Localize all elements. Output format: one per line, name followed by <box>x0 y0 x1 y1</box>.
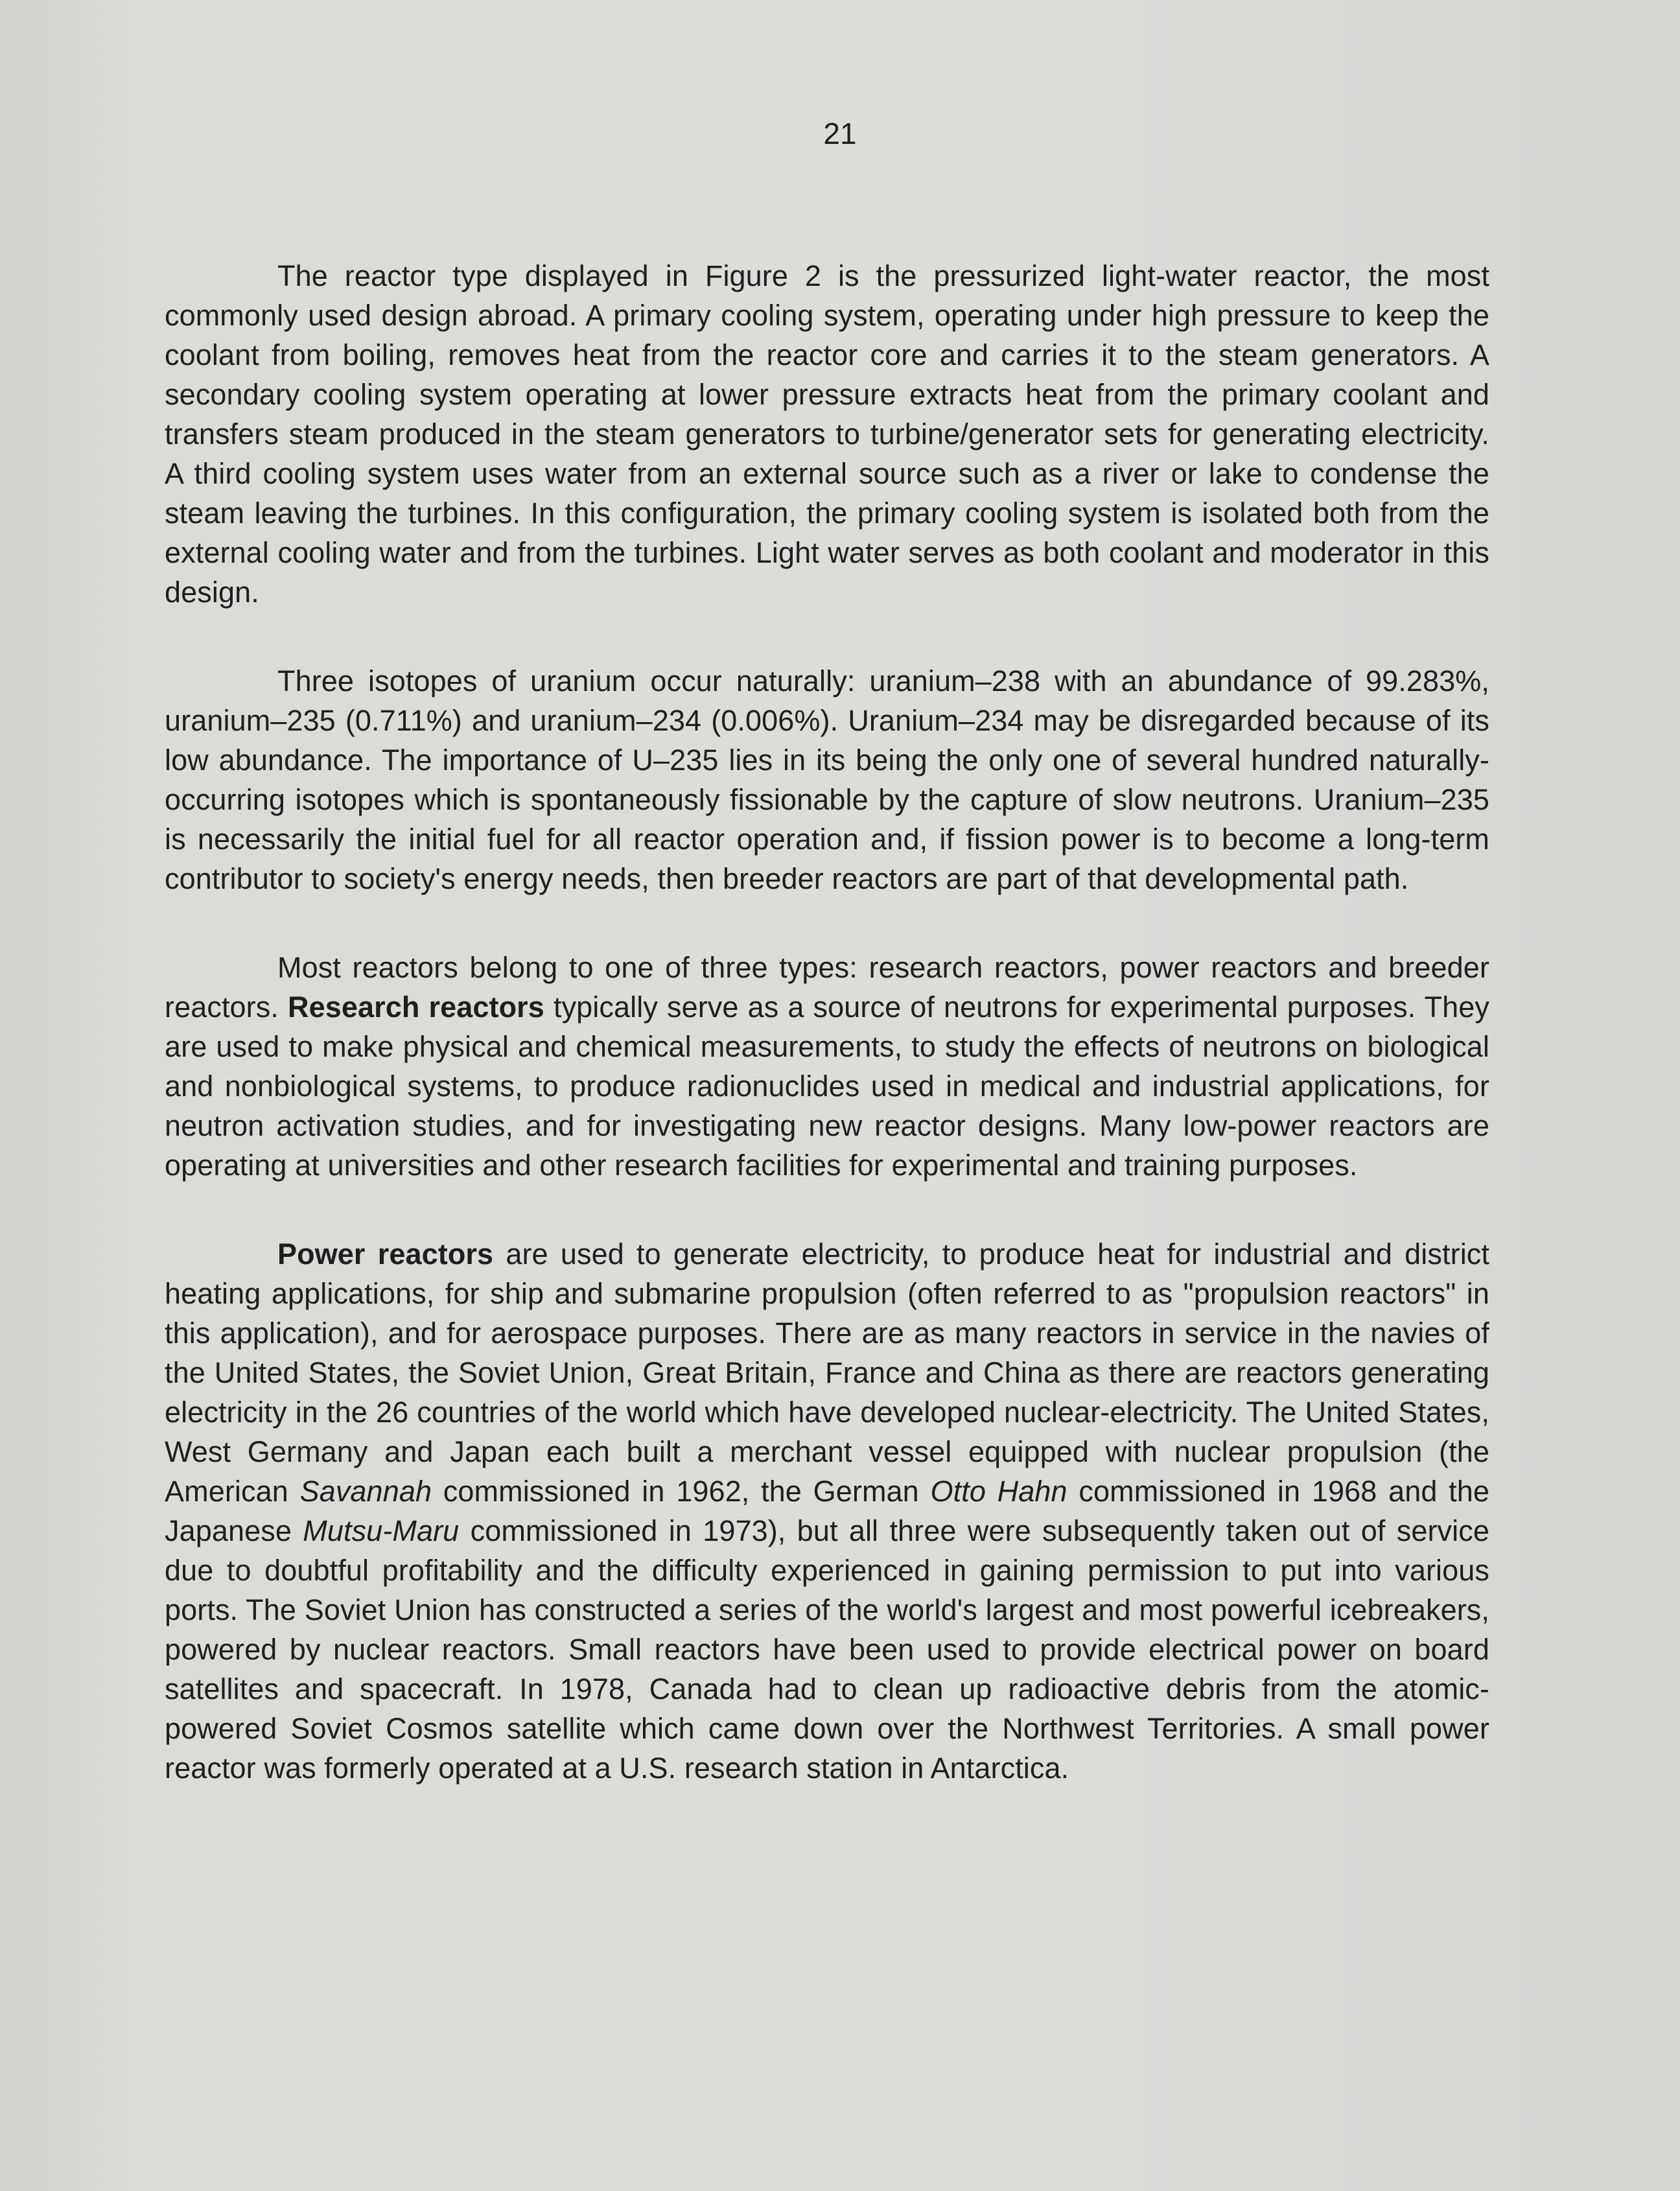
paragraph-uranium-isotopes: Three isotopes of uranium occur naturally: uranium–238 with an abundance of 99.283%, uranium–235 (0.711%) and uranium–234 (0.006%). Uranium–234 may be disregarded because of its low abundance. The importance of U–235 lies in its being the only one of several hundred naturally-occurring isotopes which is spontaneously fissionable by the capture of slow neutrons. Uranium–235 is necessarily the initial fuel for all reactor operation and, if fission power is to become a long-term contributor to society's energy needs, then breeder reactors are part of that developmental path. <box>165 664 1489 895</box>
text-span: commissioned in 1973), but all three were subsequently taken out of service due to doubtful profitability and the difficulty experienced in gaining permission to put into various ports. The Soviet Union has constructed a series of the world's largest and most powerful icebreakers, powered by nuclear reactors. Small reactors have been used to provide electrical power on board satellites and spacecraft. In 1978, Canada had to clean up radioactive debris from the atomic-powered Soviet Cosmos satellite which came down over the Northwest Territories. A small power reactor was formerly operated at a U.S. research station in Antarctica. <box>165 1514 1489 1785</box>
ship-name: Savannah <box>299 1475 432 1508</box>
paragraph-power-reactors <box>165 1234 1489 1788</box>
term-power-reactors: Power reactors <box>277 1237 494 1271</box>
paragraph-pressurized-reactor: The reactor type displayed in Figure 2 is the pressurized light-water reactor, the most commonly used design abroad. A primary cooling system, operating under high pressure to keep the coolant from boiling, removes heat from the reactor core and carries it to the steam generators. A secondary cooling system operating at lower pressure extracts heat from the primary coolant and transfers steam produced in the steam generators to turbine/generator sets for generating electricity. A third cooling system uses water from an external source such as a river or lake to condense the steam leaving the turbines. In this configuration, the primary cooling system is isolated both from the external cooling water and from the turbines. Light water serves as both coolant and moderator in this design. <box>165 259 1489 609</box>
ship-name: Otto Hahn <box>930 1475 1068 1508</box>
text-span: Most reactors belong to one of three types: research reactors, power reactors and breeder reactors. <box>165 951 1489 1024</box>
paragraph-reactor-types <box>165 948 1489 1185</box>
text-span: commissioned in 1968 and the Japanese <box>165 1475 1490 1547</box>
text-span: are used to generate electricity, to produce heat for industrial and district heating applications, for ship and submarine propulsion (often referred to as "propulsion reactors" in this application), and for aerospace purposes. There are as many reactors in service in the navies of the United States, the Soviet Union, Great Britain, France and China as there are reactors generating electricity in the 26 countries of the world which have developed nuclear-electricity. The United States, West Germany and Japan each built a merchant vessel equipped with nuclear propulsion (the American <box>165 1237 1489 1508</box>
text-span: commissioned in 1962, the German <box>432 1475 931 1508</box>
text-span: typically serve as a source of neutrons for experimental purposes. They are used to make physical and chemical measurements, to study the effects of neutrons on biological and nonbiological systems, to produce radionuclides used in medical and industrial applications, for neutron activation studies, and for investigating new reactor designs. Many low-power reactors are operating at universities and other research facilities for experimental and training purposes. <box>165 990 1489 1182</box>
page-number: 21 <box>823 117 857 150</box>
ship-name: Mutsu-Maru <box>303 1514 460 1547</box>
term-research-reactors: Research reactors <box>288 990 544 1024</box>
body-text <box>165 256 1489 1837</box>
